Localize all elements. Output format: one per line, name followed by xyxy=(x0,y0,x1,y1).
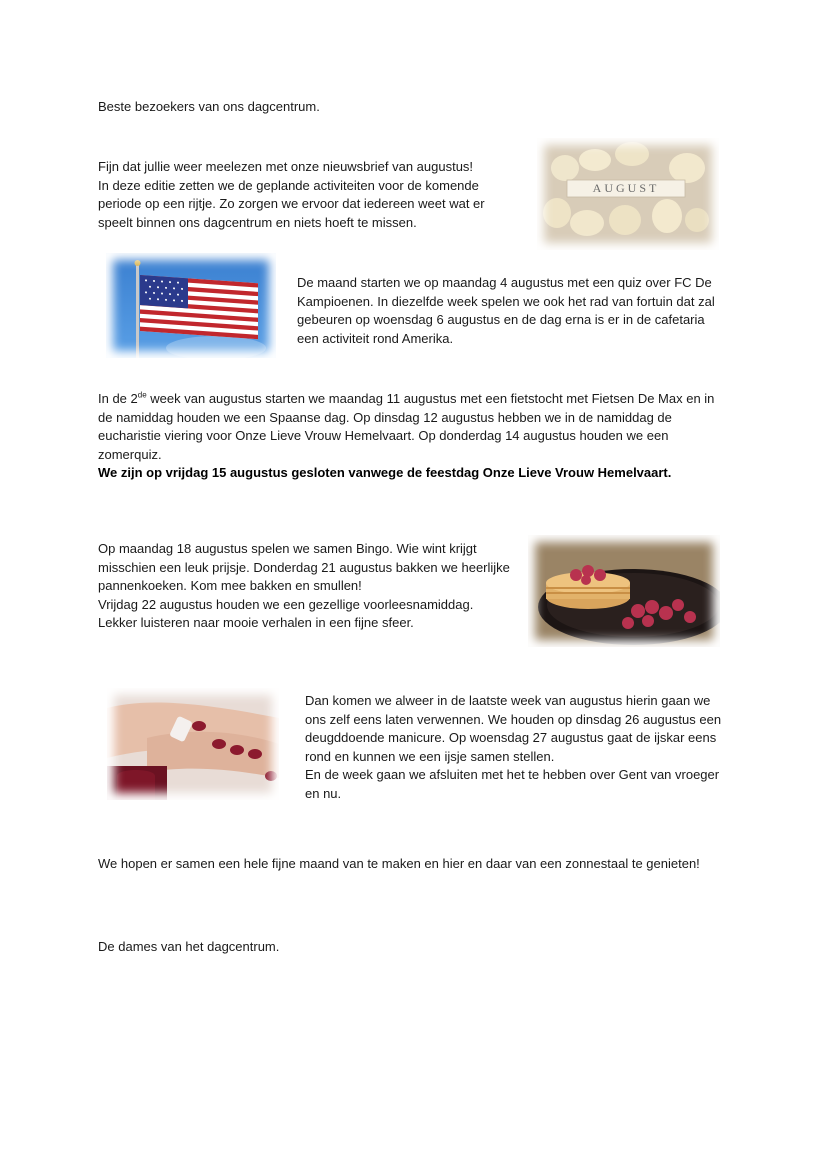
manicure-graphic xyxy=(107,688,279,800)
week4-line-2: En de week gaan we afsluiten met het te hebben over Gent van vroeger en nu. xyxy=(305,767,720,801)
pancakes-graphic xyxy=(528,535,720,647)
week1-paragraph xyxy=(297,274,727,348)
week4-paragraph xyxy=(305,692,727,803)
intro-line-1: Fijn dat jullie weer meelezen met onze nieuwsbrief van augustus! xyxy=(98,159,474,174)
august-photo xyxy=(537,138,719,250)
week2-superscript: de xyxy=(137,390,147,400)
week3-line-1: Op maandag 18 augustus spelen we samen Bingo. Wie wint krijgt misschien een leuk prijsje. Donderdag 21 augustus bakken we heerlijke pannenkoeken. Kom mee bakken en smullen! xyxy=(98,541,510,593)
week2-paragraph xyxy=(98,390,730,483)
closing-paragraph xyxy=(98,855,718,874)
signature xyxy=(98,938,738,957)
pancakes-photo xyxy=(528,535,720,647)
week2-prefix: In de 2 xyxy=(98,391,138,406)
week3-paragraph xyxy=(98,540,510,633)
greeting xyxy=(98,98,738,117)
american-flag-photo xyxy=(106,253,276,358)
manicure-photo xyxy=(107,688,279,800)
week4-line-1: Dan komen we alweer in de laatste week van augustus hierin gaan we ons zelf eens laten verwennen. We houden op dinsdag 26 augustus een deugddoende manicure. Op woensdag 27 augustus gaat de ijskar eens rond en kunnen we een ijsje samen stellen. xyxy=(305,693,722,764)
signature-text: De dames van het dagcentrum. xyxy=(98,939,280,954)
week3-line-2: Vrijdag 22 augustus houden we een gezellige voorleesnamiddag. Lekker luisteren naar mooie verhalen in een fijne sfeer. xyxy=(98,596,474,630)
august-sign-text: AUGUST xyxy=(592,181,660,195)
intro-paragraph xyxy=(98,158,518,232)
intro-line-2: In deze editie zetten we de geplande activiteiten voor de komende periode op een rijtje. Zo zorgen we ervoor dat iedereen weet wat er speelt binnen ons dagcentrum en niets hoeft te missen. xyxy=(98,177,485,230)
greeting-text: Beste bezoekers van ons dagcentrum. xyxy=(98,99,320,114)
american-flag-graphic xyxy=(106,253,276,358)
week1-text: De maand starten we op maandag 4 augustus met een quiz over FC De Kampioenen. In diezelfde week spelen we ook het rad van fortuin dat zal gebeuren op woensdag 6 augustus en de dag erna is er in de cafetaria een activiteit rond Amerika. xyxy=(297,275,715,346)
week2-text xyxy=(98,390,730,464)
closed-notice: We zijn op vrijdag 15 augustus gesloten vanwege de feestdag Onze Lieve Vrouw Hemelvaart. xyxy=(98,465,672,480)
closing-text: We hopen er samen een hele fijne maand van te maken en hier en daar van een zonnestaal te genieten! xyxy=(98,856,700,871)
week2-rest: week van augustus starten we maandag 11 augustus met een fietstocht met Fietsen De Max en in de namiddag houden we een Spaanse dag. Op dinsdag 12 augustus hebben we in de namiddag de eucharistie viering voor Onze Lieve Vrouw Hemelvaart. Op donderdag 14 augustus houden we een zomerquiz. xyxy=(98,391,715,462)
